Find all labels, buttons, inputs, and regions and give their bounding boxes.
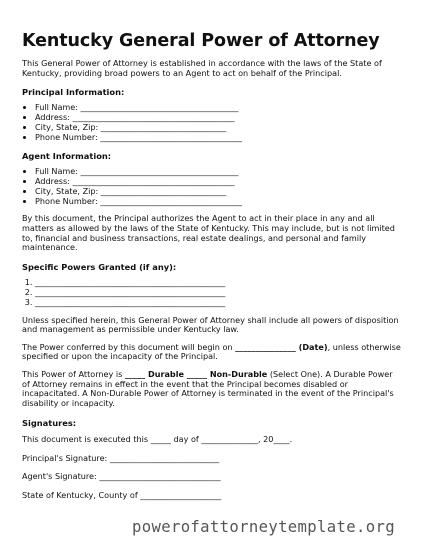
agent-phone-field: • Phone Number: ___________________________________ — [35, 197, 402, 207]
execution-line: This document is executed this _____ day of ______________, 20____. — [22, 434, 293, 445]
agent-city-state-zip-field: • City, State, Zip: _______________________________ — [35, 187, 402, 197]
state-county-line: State of Kentucky, County of ____________________ — [22, 490, 222, 501]
durability-prefix: This Power of Attorney is — [22, 368, 125, 379]
powers-list — [22, 278, 402, 308]
principal-signature-line: Principal's Signature: ___________________________ — [22, 452, 220, 463]
commencement-text-before: The Power conferred by this document will begin on — [22, 341, 236, 352]
agent-address-field: • Address: ________________________________________ — [35, 177, 402, 187]
power-item-1: 1. _______________________________________________ — [35, 278, 402, 288]
principal-full-name-field: • Full Name: _______________________________________ — [35, 103, 402, 113]
principal-heading: Principal Information: — [22, 87, 125, 98]
intro-paragraph: This General Power of Attorney is established in accordance with the laws of the State of Kentucky, providing broad powers to an Agent to act on behalf of the Principal. — [22, 58, 382, 78]
authorization-paragraph: By this document, the Principal authorizes the Agent to act in their place in any and all matters as allowed by the laws of the State of Kentucky. This may include, but is not limited to, financial and business transactions, real estate dealings, and personal and family maintenance. — [22, 213, 395, 253]
durability-suffix: (Select One). A Durable Power of Attorney remains in effect in the event that the Principal becomes disabled or incapacitated. A Non-Durable Power of Attorney is terminated in the event of the Principal's disability or incapacity. — [22, 368, 394, 408]
agent-fields — [22, 167, 402, 207]
principal-phone-field: • Phone Number: ___________________________________ — [35, 133, 402, 143]
principal-city-state-zip-field: • City, State, Zip: _______________________________ — [35, 123, 402, 133]
power-item-2: 2. _______________________________________________ — [35, 288, 402, 298]
website-watermark: powerofattorneytemplate.org — [132, 518, 395, 536]
commencement-text-after: , unless otherwise specified or upon the incapacity of the Principal. — [22, 341, 401, 362]
commencement-paragraph — [22, 343, 402, 362]
non-durable-choice: _____ Non-Durable — [183, 368, 268, 379]
principal-fields — [22, 103, 402, 143]
agent-full-name-field: • Full Name: _______________________________________ — [35, 167, 402, 177]
agent-signature-line: Agent's Signature: ______________________________ — [22, 471, 221, 482]
agent-heading: Agent Information: — [22, 150, 112, 161]
document-title: Kentucky General Power of Attorney — [22, 31, 380, 51]
signatures-heading: Signatures: — [22, 418, 77, 429]
powers-heading: Specific Powers Granted (if any): — [22, 261, 177, 272]
principal-address-field: • Address: ________________________________________ — [35, 113, 402, 123]
durability-paragraph — [22, 370, 402, 408]
unless-paragraph: Unless specified herein, this General Power of Attorney shall include all powers of disposition and management as permissible under Kentucky law. — [22, 314, 399, 335]
commencement-date-blank: _______________ (Date) — [235, 341, 328, 352]
document-page — [22, 31, 402, 501]
durable-choice: _____ Durable — [124, 368, 184, 379]
power-item-3: 3. _______________________________________________ — [35, 298, 402, 308]
